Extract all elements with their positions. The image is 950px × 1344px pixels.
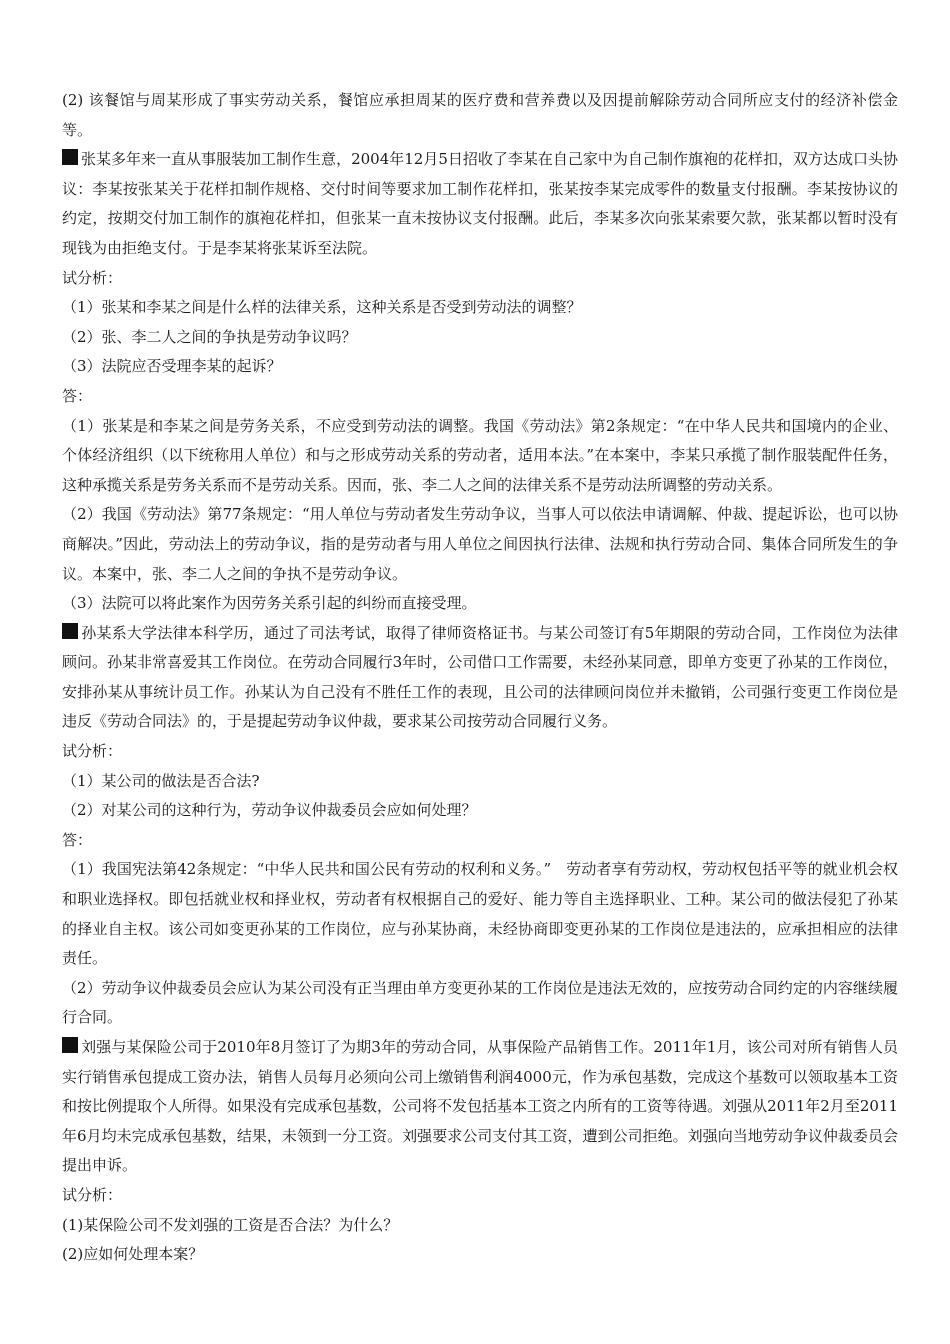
square-bullet-icon	[62, 149, 78, 165]
question-item: （2）对某公司的这种行为，劳动争议仲裁委员会应如何处理？	[62, 801, 477, 820]
case-paragraph	[62, 145, 898, 263]
answer-paragraph: （3）法院可以将此案作为因劳务关系引起的纠纷而直接受理。	[62, 594, 477, 613]
answer-heading: 答：	[62, 830, 93, 849]
document-page	[62, 86, 898, 1270]
question-item: （1）某公司的做法是否合法?	[62, 771, 260, 790]
case-text: 刘强与某保险公司于2010年8月签订了为期3年的劳动合同，从事保险产品销售工作。2011年1月，该公司对所有销售人员实行销售承包提成工资办法，销售人员每月必须向公司上缴销售利润4000元，作为承包基数，完成这个基数可以领取基本工资和按比例提取个人所得。如果没有完成承包基数，公司将不发包括基本工资之内所有的工资等待遇。刘强从2011年2月至2011年6月均未完成承包基数，结果，未领到一分工资。刘强要求公司支付其工资，遭到公司拒绝。刘强向当地劳动争议仲裁委员会提出申诉。	[62, 1038, 898, 1175]
case-text: 张某多年来一直从事服装加工制作生意，2004年12月5日招收了李某在自己家中为自己制作旗袍的花样扣，双方达成口头协议：李某按张某关于花样扣制作规格、交付时间等要求加工制作花样扣，张某按李某完成零件的数量支付报酬。李某按协议的约定，按期交付加工制作的旗袍花样扣，但张某一直未按协议支付报酬。此后，李某多次向张某索要欠款，张某都以暂时没有现钱为由拒绝支付。于是李某将张某诉至法院。	[62, 150, 898, 257]
answer-heading: 答：	[62, 386, 93, 405]
answer-paragraph: （2）我国《劳动法》第77条规定：“用人单位与劳动者发生劳动争议，当事人可以依法申请调解、仲裁、提起诉讼，也可以协商解决。”因此，劳动法上的劳动争议，指的是劳动者与用人单位之间因执行法律、法规和执行劳动合同、集体合同所发生的争议。本案中，张、李二人之间的争执不是劳动争议。	[62, 505, 898, 583]
case-paragraph	[62, 1033, 898, 1181]
question-item: （2）张、李二人之间的争执是劳动争议吗？	[62, 327, 357, 346]
case-paragraph	[62, 619, 898, 737]
question-item: （3）法院应否受理李某的起诉？	[62, 357, 282, 376]
answer-paragraph: （1）张某是和李某之间是劳务关系，不应受到劳动法的调整。我国《劳动法》第2条规定：“在中华人民共和国境内的企业、个体经济组织（以下统称用人单位）和与之形成劳动关系的劳动者，适用本法。”在本案中，李某只承揽了制作服装配件任务，这种承揽关系是劳务关系而不是劳动关系。因而，张、李二人之间的法律关系不是劳动法所调整的劳动关系。	[62, 416, 898, 494]
question-item: (2)应如何处理本案？	[62, 1245, 204, 1264]
answer-paragraph: （2）劳动争议仲裁委员会应认为某公司没有正当理由单方变更孙某的工作岗位是违法无效的，应按劳动合同约定的内容继续履行合同。	[62, 978, 898, 1027]
answer-paragraph: (2) 该餐馆与周某形成了事实劳动关系，餐馆应承担周某的医疗费和营养费以及因提前解除劳动合同所应支付的经济补偿金等。	[62, 91, 898, 139]
analysis-heading: 试分析：	[62, 1185, 123, 1204]
square-bullet-icon	[62, 1037, 78, 1053]
question-item: (1)某保险公司不发刘强的工资是否合法？为什么？	[62, 1215, 399, 1234]
square-bullet-icon	[62, 623, 78, 639]
analysis-heading: 试分析：	[62, 742, 123, 761]
question-item: （1）张某和李某之间是什么样的法律关系，这种关系是否受到劳动法的调整？	[62, 298, 582, 317]
analysis-heading: 试分析：	[62, 268, 123, 287]
answer-paragraph: （1）我国宪法第42条规定：“中华人民共和国公民有劳动的权利和义务。” 劳动者享有劳动权，劳动权包括平等的就业机会权和职业选择权。即包括就业权和择业权，劳动者有权根据自己的爱好、能力等自主选择职业、工种。某公司的做法侵犯了孙某的择业自主权。该公司如变更孙某的工作岗位，应与孙某协商，未经协商即变更孙某的工作岗位是违法的，应承担相应的法律责任。	[62, 860, 898, 968]
case-text: 孙某系大学法律本科学历，通过了司法考试，取得了律师资格证书。与某公司签订有5年期限的劳动合同，工作岗位为法律顾问。孙某非常喜爱其工作岗位。在劳动合同履行3年时，公司借口工作需要，未经孙某同意，即单方变更了孙某的工作岗位，安排孙某从事统计员工作。孙某认为自己没有不胜任工作的表现，且公司的法律顾问岗位并未撤销，公司强行变更工作岗位是违反《劳动合同法》的，于是提起劳动争议仲裁，要求某公司按劳动合同履行义务。	[62, 623, 898, 731]
